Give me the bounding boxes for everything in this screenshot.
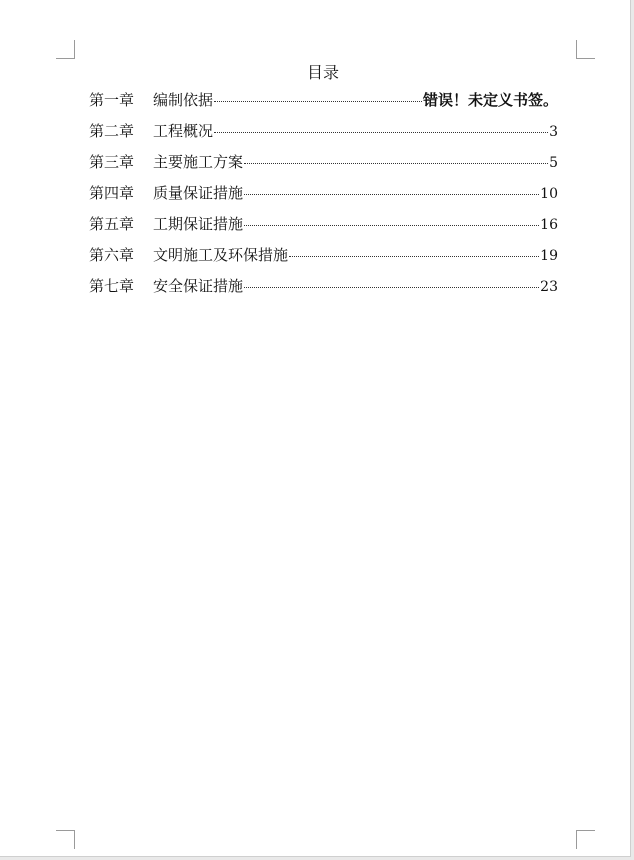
toc-page-error: 错误！未定义书签。 bbox=[422, 91, 558, 109]
toc-dot-leader bbox=[244, 225, 539, 226]
toc-chapter-number: 第六章 bbox=[89, 246, 135, 264]
crop-mark-top-right bbox=[576, 40, 595, 59]
toc-title: 目录 bbox=[306, 63, 339, 82]
toc-entry[interactable] bbox=[89, 213, 558, 244]
toc-entry[interactable] bbox=[89, 244, 558, 275]
toc-chapter-title: 安全保证措施 bbox=[153, 277, 244, 295]
toc-chapter-number: 第三章 bbox=[89, 153, 135, 171]
toc-entry[interactable] bbox=[89, 151, 558, 182]
toc-page-number: 5 bbox=[549, 155, 558, 171]
toc-chapter-title: 工程概况 bbox=[153, 122, 214, 140]
toc-chapter-number: 第七章 bbox=[89, 277, 135, 295]
toc-chapter-title: 工期保证措施 bbox=[153, 215, 244, 233]
toc-dot-leader bbox=[244, 194, 539, 195]
toc-chapter-number: 第一章 bbox=[89, 91, 135, 109]
toc-chapter-title: 文明施工及环保措施 bbox=[153, 246, 289, 264]
toc-page-number: 10 bbox=[540, 186, 558, 202]
toc-dot-leader bbox=[244, 287, 539, 288]
toc-chapter-number: 第四章 bbox=[89, 184, 135, 202]
toc-entry[interactable] bbox=[89, 182, 558, 213]
toc-chapter-title: 主要施工方案 bbox=[153, 153, 244, 171]
toc-page-number: 19 bbox=[540, 248, 558, 264]
toc-entry[interactable] bbox=[89, 120, 558, 151]
crop-mark-bottom-left bbox=[56, 830, 75, 849]
toc-dot-leader bbox=[214, 132, 548, 133]
toc-entry[interactable] bbox=[89, 275, 558, 306]
toc-chapter-number: 第二章 bbox=[89, 122, 135, 140]
table-of-contents bbox=[89, 89, 558, 306]
toc-dot-leader bbox=[214, 101, 422, 102]
toc-page-number: 16 bbox=[540, 217, 558, 233]
crop-mark-top-left bbox=[56, 40, 75, 59]
crop-mark-bottom-right bbox=[576, 830, 595, 849]
toc-dot-leader bbox=[289, 256, 539, 257]
toc-page-number: 3 bbox=[549, 124, 558, 140]
toc-chapter-title: 编制依据 bbox=[153, 91, 214, 109]
toc-dot-leader bbox=[244, 163, 548, 164]
toc-page-number: 23 bbox=[540, 279, 558, 295]
toc-entry[interactable] bbox=[89, 89, 558, 120]
toc-chapter-number: 第五章 bbox=[89, 215, 135, 233]
toc-chapter-title: 质量保证措施 bbox=[153, 184, 244, 202]
